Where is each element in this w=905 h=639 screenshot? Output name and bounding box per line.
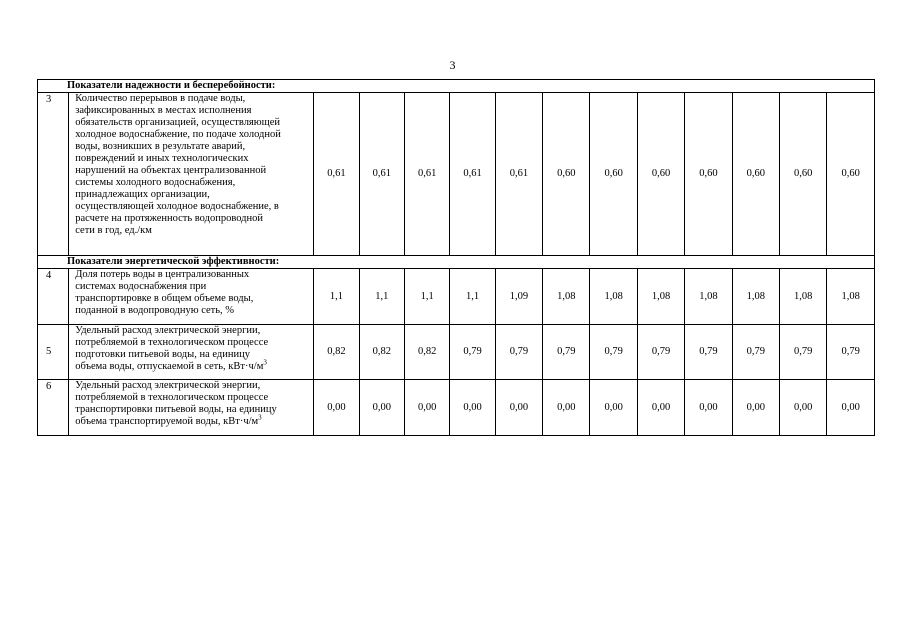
value-cell: 0,00: [314, 380, 359, 436]
description-line: системах водоснабжения при: [75, 281, 207, 292]
value-cell: 0,79: [637, 325, 684, 380]
description-line: подготовки питьевой воды, на единицу: [75, 349, 250, 360]
value-cell: 0,79: [779, 325, 826, 380]
value-cell: 0,00: [732, 380, 779, 436]
value-cell: 0,82: [404, 325, 449, 380]
row-number: 6: [38, 380, 69, 436]
description-line: транспортировки питьевой воды, на единицу: [75, 404, 277, 415]
value-cell: 1,1: [404, 269, 449, 325]
value-cell: 0,60: [827, 93, 875, 256]
row-number: 4: [38, 269, 69, 325]
description-line: воды, возникших в результате аварий,: [75, 141, 246, 152]
value-cell: 0,79: [590, 325, 637, 380]
row-description: [69, 269, 314, 325]
description-line: осуществляющей холодное водоснабжение, в: [75, 201, 279, 212]
value-cell: 1,08: [779, 269, 826, 325]
description-line: транспортировке в общем объеме воды,: [75, 293, 254, 304]
description-line: холодное водоснабжение, по подаче холодной: [75, 129, 281, 140]
value-cell: 0,79: [543, 325, 590, 380]
value-cell: 0,00: [590, 380, 637, 436]
value-cell: 0,60: [685, 93, 732, 256]
description-line: принадлежащих организации,: [75, 189, 210, 200]
value-cell: 0,79: [732, 325, 779, 380]
value-cell: 0,00: [404, 380, 449, 436]
description-line: [75, 358, 313, 373]
value-cell: 0,00: [495, 380, 542, 436]
description-line: потребляемой в технологическом процессе: [75, 337, 269, 348]
table-row: [38, 93, 875, 256]
description-line-text: объема транспортируемой воды, кВт·ч/м: [75, 416, 259, 427]
value-cell: 1,08: [543, 269, 590, 325]
value-cell: 0,82: [314, 325, 359, 380]
description-line: обязательств организацией, осуществляющей: [75, 117, 280, 128]
value-cell: 0,79: [827, 325, 875, 380]
page-number: 3: [449, 58, 456, 72]
description-line: потребляемой в технологическом процессе: [75, 392, 269, 403]
value-cell: 0,61: [495, 93, 542, 256]
value-cell: 0,79: [495, 325, 542, 380]
value-cell: 1,08: [827, 269, 875, 325]
section-reliability-row: [38, 80, 875, 93]
section-energy-row: [38, 256, 875, 269]
table-row: [38, 269, 875, 325]
value-cell: 0,61: [404, 93, 449, 256]
value-cell: 1,1: [314, 269, 359, 325]
description-line-text: объема воды, отпускаемой в сеть, кВт·ч/м: [75, 361, 264, 372]
description-line: системы холодного водоснабжения,: [75, 177, 236, 188]
table-row: [38, 380, 875, 436]
value-cell: 0,60: [590, 93, 637, 256]
section-title: Показатели надежности и бесперебойности:: [38, 80, 875, 93]
description-line: повреждений и иных технологических: [75, 153, 249, 164]
value-cell: 0,00: [543, 380, 590, 436]
description-line: зафиксированных в местах исполнения: [75, 105, 252, 116]
value-cell: 0,00: [779, 380, 826, 436]
value-cell: 0,00: [450, 380, 495, 436]
description-line: Количество перерывов в подаче воды,: [75, 93, 246, 104]
value-cell: 0,79: [685, 325, 732, 380]
value-cell: 1,1: [450, 269, 495, 325]
value-cell: 1,08: [637, 269, 684, 325]
value-cell: 1,08: [590, 269, 637, 325]
value-cell: 1,08: [685, 269, 732, 325]
value-cell: 0,82: [359, 325, 404, 380]
value-cell: 0,79: [450, 325, 495, 380]
description-line: Удельный расход электрической энергии,: [75, 325, 261, 336]
description-line: Удельный расход электрической энергии,: [75, 380, 261, 391]
row-description: [69, 380, 314, 436]
value-cell: 0,61: [359, 93, 404, 256]
value-cell: 0,00: [359, 380, 404, 436]
value-cell: 0,60: [779, 93, 826, 256]
value-cell: 0,00: [637, 380, 684, 436]
value-cell: 0,60: [732, 93, 779, 256]
indicators-table: [37, 79, 875, 436]
description-line: расчете на протяженность водопроводной: [75, 213, 263, 224]
value-cell: 1,1: [359, 269, 404, 325]
table-row: [38, 325, 875, 380]
value-cell: 1,08: [732, 269, 779, 325]
description-line: Доля потерь воды в централизованных: [75, 269, 250, 280]
description-line: поданной в водопроводную сеть, %: [75, 305, 235, 316]
section-title: Показатели энергетической эффективности:: [38, 256, 875, 269]
row-number: 5: [38, 325, 69, 380]
value-cell: 0,61: [450, 93, 495, 256]
row-number: 3: [38, 93, 69, 256]
description-line: сети в год, ед./км: [75, 225, 152, 236]
row-description: [69, 325, 314, 380]
row-description: [69, 93, 314, 256]
value-cell: 0,61: [314, 93, 359, 256]
description-line: нарушений на объектах централизованной: [75, 165, 267, 176]
unit-superscript: 3: [258, 413, 262, 422]
unit-superscript: 3: [263, 358, 267, 367]
value-cell: 0,60: [543, 93, 590, 256]
value-cell: 0,00: [827, 380, 875, 436]
value-cell: 0,00: [685, 380, 732, 436]
description-line: [75, 413, 313, 428]
value-cell: 0,60: [637, 93, 684, 256]
value-cell: 1,09: [495, 269, 542, 325]
